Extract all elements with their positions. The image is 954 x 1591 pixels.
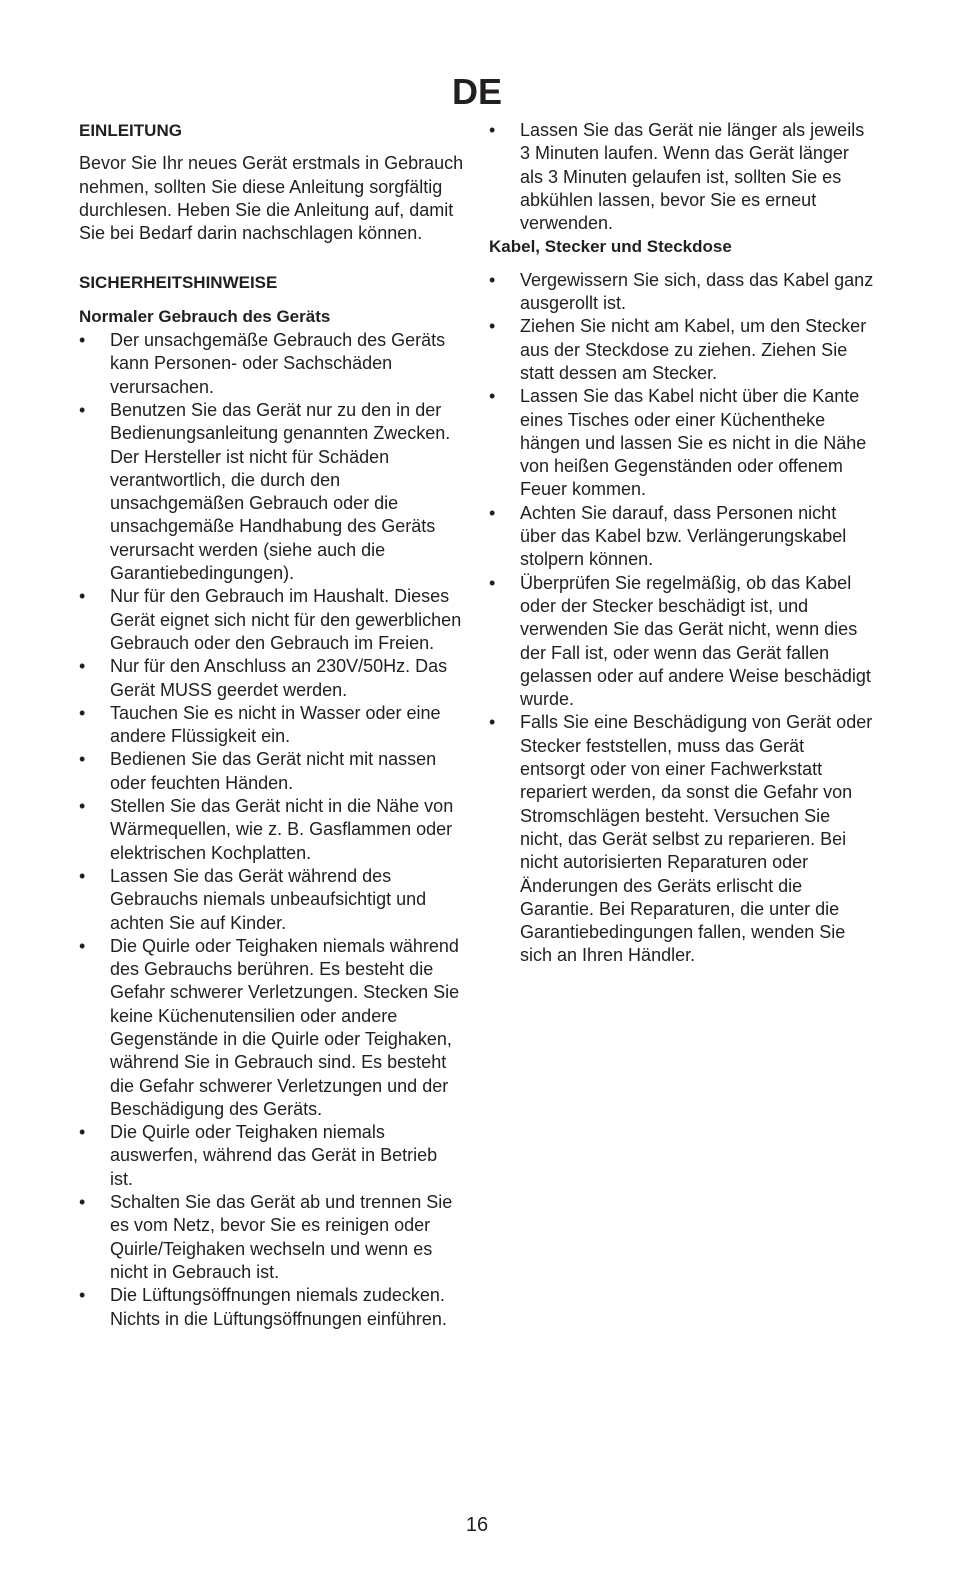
bullet-icon: •: [489, 386, 496, 407]
bullet-icon: •: [79, 1285, 86, 1306]
continued-safety-list: [489, 119, 874, 235]
list-item: [79, 748, 464, 795]
list-item: [79, 329, 464, 399]
list-item-text: Die Lüftungsöffnungen niemals zudecken. Nichts in die Lüftungsöffnungen einführen.: [110, 1285, 447, 1329]
list-item-text: Schalten Sie das Gerät ab und trennen Sie es vom Netz, bevor Sie es reinigen oder Quirle/Teighaken wechseln und wenn es nicht in Gebrauch ist.: [110, 1192, 453, 1282]
bullet-icon: •: [79, 1192, 86, 1213]
list-item-text: Benutzen Sie das Gerät nur zu den in der Bedienungsanleitung genannten Zwecken. Der Hersteller ist nicht für Schäden verantwortlich, die durch den unsachgemäßen Gebrauch oder die unsachgemäße Handhabung des Geräts verursacht werden (siehe auch die Garantiebedingungen).: [110, 399, 451, 584]
list-item: [489, 572, 874, 712]
list-item-text: Überprüfen Sie regelmäßig, ob das Kabel oder der Stecker beschädigt ist, und verwenden Sie das Gerät nicht, wenn dies der Fall ist, oder wenn das Gerät fallen gelassen oder auf andere Weise beschädigt wurde.: [520, 572, 871, 710]
list-item: [489, 502, 874, 572]
list-item-text: Vergewissern Sie sich, dass das Kabel ganz ausgerollt ist.: [520, 269, 874, 314]
right-column: [489, 119, 874, 968]
normal-use-heading: Normaler Gebrauch des Geräts: [79, 306, 331, 326]
list-item-text: Achten Sie darauf, dass Personen nicht über das Kabel bzw. Verlängerungskabel stolpern können.: [520, 502, 847, 570]
list-item-text: Lassen Sie das Kabel nicht über die Kante eines Tisches oder einer Küchentheke hängen und lassen Sie es nicht in die Nähe von heißen Gegenständen oder offenem Feuer kommen.: [520, 386, 867, 500]
list-item: [489, 315, 874, 385]
list-item: [79, 795, 464, 865]
bullet-icon: •: [79, 330, 86, 351]
intro-heading: EINLEITUNG: [79, 121, 182, 140]
list-item: [79, 935, 464, 1121]
bullet-icon: •: [79, 796, 86, 817]
bullet-icon: •: [489, 120, 496, 140]
list-item: [79, 865, 464, 935]
list-item-text: Tauchen Sie es nicht in Wasser oder eine andere Flüssigkeit ein.: [110, 702, 441, 747]
list-item: [489, 711, 874, 967]
list-item-text: Stellen Sie das Gerät nicht in die Nähe von Wärmequellen, wie z. B. Gasflammen oder elektrischen Kochplatten.: [110, 796, 454, 863]
list-item: [79, 1121, 464, 1191]
bullet-icon: •: [79, 749, 86, 770]
list-item-text: Die Quirle oder Teighaken niemals auswerfen, während das Gerät in Betrieb ist.: [110, 1122, 438, 1189]
bullet-icon: •: [489, 712, 496, 733]
page-number: 16: [465, 1514, 489, 1536]
intro-paragraph: Bevor Sie Ihr neues Gerät erstmals in Gebrauch nehmen, sollten Sie diese Anleitung sorgfältig durchlesen. Heben Sie die Anleitung auf, damit Sie bei Bedarf darin nachschlagen können.: [79, 153, 464, 244]
list-item-text: Nur für den Anschluss an 230V/50Hz. Das Gerät MUSS geerdet werden.: [110, 656, 448, 700]
bullet-icon: •: [79, 702, 86, 723]
list-item: [79, 1284, 464, 1331]
list-item: [489, 119, 874, 235]
bullet-icon: •: [489, 269, 496, 290]
list-item-text: Lassen Sie das Gerät während des Gebrauchs niemals unbeaufsichtigt und achten Sie auf Kinder.: [110, 865, 427, 933]
list-item: [79, 399, 464, 585]
bullet-icon: •: [79, 1122, 86, 1143]
list-item: [489, 385, 874, 501]
list-item: [79, 585, 464, 655]
bullet-icon: •: [79, 865, 86, 886]
cable-heading: Kabel, Stecker und Steckdose: [489, 237, 732, 257]
cable-safety-list: [489, 269, 874, 968]
bullet-icon: •: [79, 935, 86, 956]
list-item-text: Falls Sie eine Beschädigung von Gerät oder Stecker feststellen, muss das Gerät entsorgt oder von einer Fachwerkstatt repariert werden, da sonst die Gefahr von Stromschlägen besteht. Versuchen Sie nicht, das Gerät selbst zu reparieren. Bei nicht autorisierten Reparaturen oder Änderungen des Geräts erlischt die Garantie. Bei Reparaturen, die unter die Garantiebedingungen fallen, wenden Sie sich an Ihren Händler.: [520, 712, 873, 966]
bullet-icon: •: [489, 572, 496, 593]
bullet-icon: •: [489, 502, 496, 523]
list-item-text: Nur für den Gebrauch im Haushalt. Dieses Gerät eignet sich nicht für den gewerblichen Gebrauch oder den Gebrauch im Freien.: [110, 586, 462, 653]
left-column: [79, 119, 464, 1331]
bullet-icon: •: [79, 586, 86, 607]
safety-list: [79, 329, 464, 1331]
list-item-text: Ziehen Sie nicht am Kabel, um den Stecker aus der Steckdose zu ziehen. Ziehen Sie statt dessen am Stecker.: [520, 316, 867, 383]
bullet-icon: •: [79, 399, 86, 420]
list-item: [489, 269, 874, 316]
bullet-icon: •: [79, 656, 86, 677]
list-item-text: Lassen Sie das Gerät nie länger als jeweils 3 Minuten laufen. Wenn das Gerät länger als 3 Minuten gelaufen ist, sollten Sie es abkühlen lassen, bevor Sie es erneut verwenden.: [520, 120, 865, 234]
bullet-icon: •: [489, 316, 496, 337]
language-heading: DE: [451, 71, 502, 112]
list-item-text: Der unsachgemäße Gebrauch des Geräts kann Personen- oder Sachschäden verursachen.: [110, 330, 446, 397]
list-item: [79, 655, 464, 702]
list-item: [79, 702, 464, 749]
list-item-text: Die Quirle oder Teighaken niemals während des Gebrauchs berühren. Es besteht die Gefahr schwerer Verletzungen. Stecken Sie keine Küchenutensilien oder andere Gegenstände in die Quirle oder Teighaken, während Sie in Gebrauch sind. Es besteht die Gefahr schwerer Verletzungen und der Beschädigung des Geräts.: [110, 935, 460, 1119]
list-item: [79, 1191, 464, 1284]
list-item-text: Bedienen Sie das Gerät nicht mit nassen oder feuchten Händen.: [110, 749, 437, 793]
safety-heading: SICHERHEITSHINWEISE: [79, 273, 278, 293]
